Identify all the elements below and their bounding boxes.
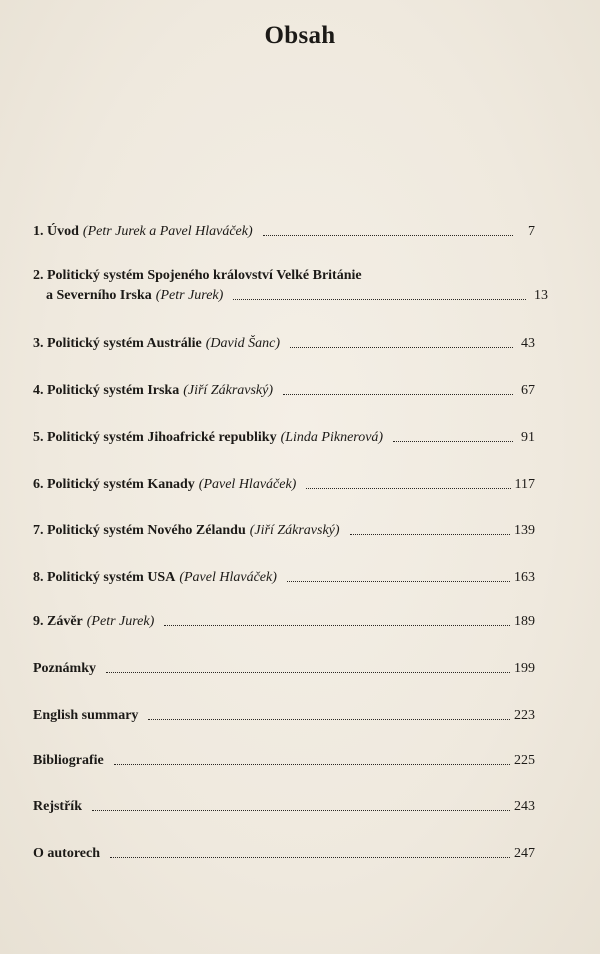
toc-entry-label: English summary (33, 708, 139, 723)
toc-entry-velka-britanie (33, 266, 548, 306)
dot-leader (290, 346, 513, 348)
toc-entry-label: 1. Úvod (33, 224, 79, 239)
toc-entry-page: 13 (534, 288, 548, 303)
toc-entry-label: 8. Politický systém USA (33, 570, 176, 585)
toc-entry-usa (33, 568, 535, 588)
page-title: Obsah (264, 22, 336, 49)
toc-entry-page: 117 (514, 477, 535, 492)
toc-entry-label: 9. Závěr (33, 614, 83, 629)
toc-entry-page: 163 (514, 570, 535, 585)
dot-leader (106, 671, 510, 673)
toc-entry-page: 7 (528, 224, 535, 239)
dot-leader (263, 234, 513, 236)
toc-entry-label-line1: 2. Politický systém Spojeného království Velké Británie (33, 268, 362, 283)
toc-entry-novy-zeland (33, 521, 535, 541)
toc-entry-label: 3. Politický systém Austrálie (33, 336, 202, 351)
toc-entry-author: (Petr Jurek a Pavel Hlaváček) (82, 224, 253, 239)
toc-entry-author: (Linda Piknerová) (280, 430, 384, 445)
toc-entry-label: O autorech (33, 846, 101, 861)
dot-leader (233, 298, 526, 300)
dot-leader (287, 580, 510, 582)
dot-leader (92, 809, 510, 811)
toc-entry-author: (David Šanc) (205, 336, 281, 351)
dot-leader (283, 393, 513, 395)
dot-leader (393, 440, 513, 442)
toc-entry-label: 6. Politický systém Kanady (33, 477, 195, 492)
toc-entry-page: 247 (514, 846, 535, 861)
toc-entry-page: 139 (514, 523, 535, 538)
toc-entry-irsko (33, 381, 535, 401)
toc-entry-label: Bibliografie (33, 753, 104, 768)
toc-entry-page: 43 (521, 336, 535, 351)
toc-entry-label: a Severního Irska (46, 288, 152, 303)
toc-entry-o-autorech (33, 844, 535, 864)
dot-leader (164, 624, 510, 626)
toc-entry-author: (Petr Jurek) (86, 614, 155, 629)
toc-entry-label: Poznámky (33, 661, 96, 676)
toc-entry-bibliografie (33, 751, 535, 771)
toc-entry-label: Rejstřík (33, 799, 82, 814)
toc-entry-page: 67 (521, 383, 535, 398)
toc-entry-page: 91 (521, 430, 535, 445)
toc-entry-author: (Pavel Hlaváček) (179, 570, 277, 585)
toc-entry-author: (Jiří Zákravský) (183, 383, 274, 398)
toc-entry-english-summary (33, 706, 535, 726)
toc-entry-poznamky (33, 659, 535, 679)
toc-entry-author: (Jiří Zákravský) (249, 523, 340, 538)
toc-entry-zaver (33, 612, 535, 632)
toc-entry-australie (33, 334, 535, 354)
toc-entry-page: 243 (514, 799, 535, 814)
toc-entry-label: 5. Politický systém Jihoafrické republiky (33, 430, 277, 445)
toc-entry-jar (33, 428, 535, 448)
toc-entry-author: (Pavel Hlaváček) (198, 477, 297, 492)
dot-leader (350, 533, 510, 535)
toc-entry-kanada (33, 475, 535, 495)
dot-leader (148, 718, 510, 720)
dot-leader (306, 487, 510, 489)
toc-entry-author: (Petr Jurek) (155, 288, 224, 303)
toc-entry-label: 7. Politický systém Nového Zélandu (33, 523, 246, 538)
toc-entry-page: 225 (514, 753, 535, 768)
dot-leader (110, 856, 510, 858)
toc-entry-page: 223 (514, 708, 535, 723)
toc-entry-page: 189 (514, 614, 535, 629)
toc-entry-uvod (33, 222, 535, 242)
toc-entry-label: 4. Politický systém Irska (33, 383, 180, 398)
dot-leader (114, 763, 510, 765)
toc-entry-rejstrik (33, 797, 535, 817)
toc-entry-page: 199 (514, 661, 535, 676)
